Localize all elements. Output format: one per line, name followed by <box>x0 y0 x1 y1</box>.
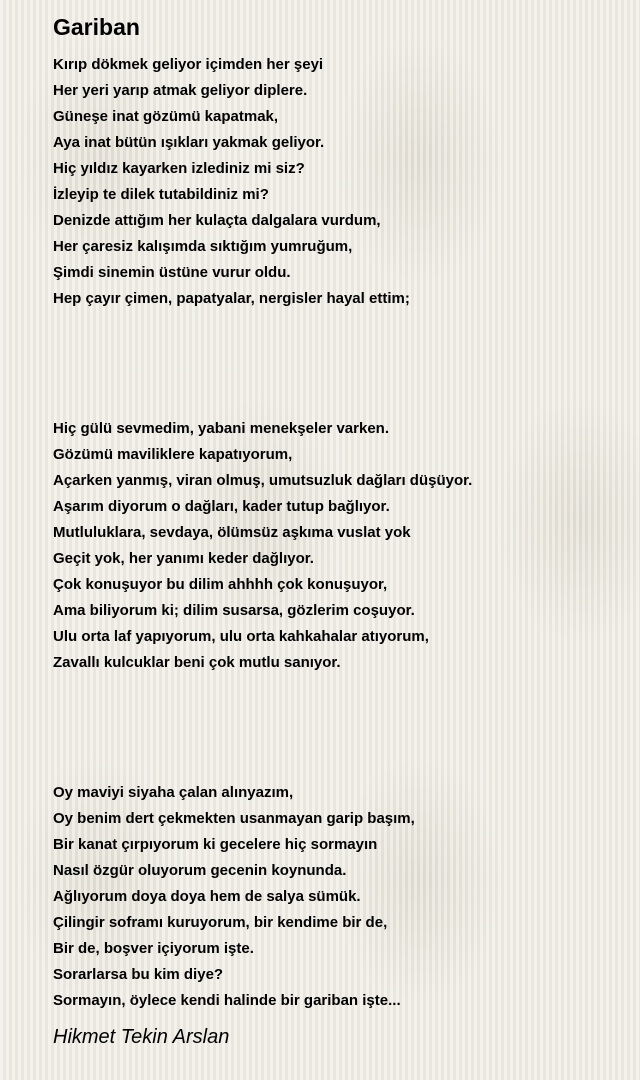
poem-title: Gariban <box>53 14 140 40</box>
poem-line: Çilingir soframı kuruyorum, bir kendime bir de, <box>53 914 388 931</box>
poem-line: Geçit yok, her yanımı keder dağlıyor. <box>53 550 314 567</box>
poem-line: Ulu orta laf yapıyorum, ulu orta kahkahalar atıyorum, <box>53 628 429 645</box>
poem-line: Açarken yanmış, viran olmuş, umutsuzluk dağları düşüyor. <box>53 472 473 489</box>
poem-line: Güneşe inat gözümü kapatmak, <box>53 108 279 125</box>
poem-line: Sorarlarsa bu kim diye? <box>53 966 224 983</box>
poem-line: Denizde attığım her kulaçta dalgalara vurdum, <box>53 212 381 229</box>
stanza-2 <box>53 416 613 676</box>
poem-line: Bir kanat çırpıyorum ki gecelere hiç sormayın <box>53 836 378 853</box>
poem-line: Zavallı kulcuklar beni çok mutlu sanıyor. <box>53 654 341 671</box>
poem-line: Ağlıyorum doya doya hem de salya sümük. <box>53 888 361 905</box>
poem-line: Oy benim dert çekmekten usanmayan garip başım, <box>53 810 415 827</box>
poem-line: Şimdi sinemin üstüne vurur oldu. <box>53 264 291 281</box>
stanza-spacer <box>53 676 613 780</box>
poem-line: Çok konuşuyor bu dilim ahhhh çok konuşuyor, <box>53 576 388 593</box>
poem-line: Her çaresiz kalışımda sıktığım yumruğum, <box>53 238 353 255</box>
poem-line: İzleyip te dilek tutabildiniz mi? <box>53 186 269 203</box>
poem-line: Hiç gülü sevmedim, yabani menekşeler varken. <box>53 420 389 437</box>
stanza-spacer <box>53 312 613 416</box>
poem-line: Her yeri yarıp atmak geliyor diplere. <box>53 82 308 99</box>
poem-line: Bir de, boşver içiyorum işte. <box>53 940 254 957</box>
poem-line: Gözümü maviliklere kapatıyorum, <box>53 446 293 463</box>
poem-line: Aya inat bütün ışıkları yakmak geliyor. <box>53 134 325 151</box>
poem-line: Oy maviyi siyaha çalan alınyazım, <box>53 784 294 801</box>
poem-author: Hikmet Tekin Arslan <box>53 1026 230 1048</box>
poem-page <box>53 12 613 1050</box>
poem-line: Nasıl özgür oluyorum gecenin koynunda. <box>53 862 347 879</box>
stanza-1 <box>53 52 613 312</box>
stanza-3 <box>53 780 613 1014</box>
poem-line: Sormayın, öylece kendi halinde bir gariban işte... <box>53 992 401 1009</box>
poem-line: Aşarım diyorum o dağları, kader tutup bağlıyor. <box>53 498 390 515</box>
poem-line: Mutluluklara, sevdaya, ölümsüz aşkıma vuslat yok <box>53 524 411 541</box>
poem-line: Hep çayır çimen, papatyalar, nergisler hayal ettim; <box>53 290 410 307</box>
poem-line: Kırıp dökmek geliyor içimden her şeyi <box>53 56 324 73</box>
poem-line: Ama biliyorum ki; dilim susarsa, gözlerim coşuyor. <box>53 602 415 619</box>
poem-line: Hiç yıldız kayarken izlediniz mi siz? <box>53 160 305 177</box>
